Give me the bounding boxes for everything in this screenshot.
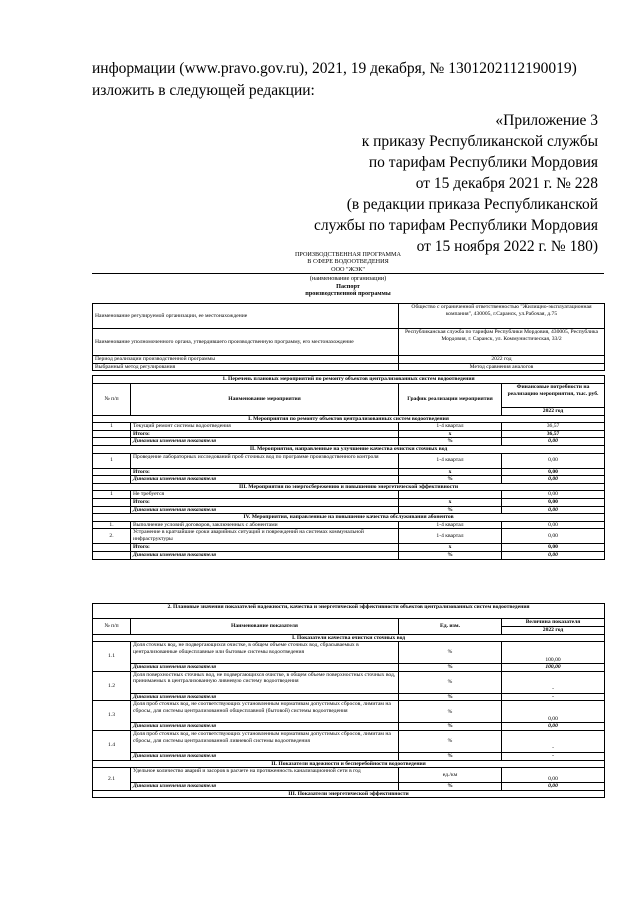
row-value: 36,57 [502, 423, 605, 431]
col-header-schedule: График реализации мероприятия [399, 384, 502, 416]
dynamics-unit: % [399, 506, 502, 514]
passport-title: Паспорт [336, 282, 360, 290]
passport-label: Наименование уполномоченного органа, утвердившего производственную программу, его местонахождение [93, 329, 399, 356]
col-header-value: Величина показателя [502, 619, 605, 627]
row-value: 0,00 [502, 768, 605, 783]
total-label: Итого: [131, 498, 399, 506]
passport-value: Республиканская служба по тарифам Республики Мордовия, 430005, Республика Мордовия, г. Саранск, ул. Коммунистическая, 33/2 [399, 329, 605, 356]
total-value: 36,57 [502, 430, 605, 438]
total-x: х [399, 498, 502, 506]
section-title: IV. Мероприятия, направленные на повышение качества обслуживания абонентов [93, 514, 605, 522]
dynamics-label: Динамика изменения показателя [131, 551, 399, 559]
dynamics-value: 0,00 [502, 438, 605, 446]
row-unit: % [399, 701, 502, 723]
row-num: 1.2 [93, 671, 131, 701]
total-value: 0,00 [502, 544, 605, 552]
total-x: х [399, 468, 502, 476]
indicators-table [92, 603, 605, 798]
total-x: х [399, 430, 502, 438]
section-title: III. Показатели энергетической эффективности [93, 790, 605, 798]
dynamics-unit: % [399, 783, 502, 791]
passport-value: Метод сравнения аналогов [399, 363, 605, 371]
dynamics-unit: % [399, 438, 502, 446]
total-label: Итого: [131, 430, 399, 438]
row-unit: % [399, 642, 502, 664]
row-value: 0,00 [502, 453, 605, 468]
row-num: 1 [93, 423, 131, 431]
passport-label: Выбранный метод регулирования [93, 363, 399, 371]
total-x: х [399, 544, 502, 552]
dynamics-value: - [502, 752, 605, 760]
row-value: 0,00 [502, 491, 605, 499]
passport-label: Период реализации производственной программы [93, 356, 399, 364]
row-num: 1 [93, 491, 131, 499]
intro-text [92, 58, 604, 102]
row-num: 1.3 [93, 701, 131, 731]
col-header-num: № п/п [93, 384, 131, 416]
appendix-line: по тарифам Республики Мордовия [368, 154, 598, 171]
row-unit: % [399, 671, 502, 693]
row-value: 0,00 [502, 521, 605, 529]
dynamics-label: Динамика изменения показателя [131, 506, 399, 514]
row-period: 1-4 квартал [399, 423, 502, 431]
dynamics-unit: % [399, 551, 502, 559]
row-name: Не требуется [131, 491, 399, 499]
indicators-title: 2. Плановые значения показателей надежности, качества и энергетической эффективности объектов централизованных систем водоотведения [93, 604, 605, 619]
row-name: Доля поверхностных сточных вод, не подвергающихся очистке, в общем объеме поверхностных сточных вод, принимаемых в централизованную ливневую систему водоотведения [131, 671, 399, 693]
row-num: 1.1 [93, 642, 131, 672]
dynamics-unit: % [399, 693, 502, 701]
row-num: 1.4 [93, 730, 131, 760]
col-header-year: 2022 год [502, 627, 605, 635]
dynamics-value: 0,00 [502, 551, 605, 559]
passport-value: 2022 год [399, 356, 605, 364]
row-name: Удельное количество аварий и засоров в расчете на протяженность канализационной сети в год [131, 768, 399, 783]
dynamics-value: 0,00 [502, 506, 605, 514]
col-header-name: Наименование мероприятия [131, 384, 399, 416]
row-name: Доля проб сточных вод, не соответствующих установленным нормативам допустимых сбросов, лимитам на сбросы, для системы централизованной ливневой системы водоотведения [131, 730, 399, 752]
row-name: Текущий ремонт системы водоотведения [131, 423, 399, 431]
dynamics-label: Динамика изменения показателя [131, 664, 399, 672]
appendix-line: к приказу Республиканской службы [361, 133, 598, 150]
section-title: III. Мероприятия по энергосбережению и повышению энергетической эффективности [93, 483, 605, 491]
row-num: 2.1 [93, 768, 131, 791]
dynamics-value: 100,00 [502, 664, 605, 672]
dynamics-label: Динамика изменения показателя [131, 752, 399, 760]
total-value: 0,00 [502, 498, 605, 506]
row-value: 0,00 [502, 701, 605, 723]
col-header-name: Наименование показателя [131, 619, 399, 635]
row-unit: % [399, 730, 502, 752]
passport-table [92, 303, 605, 371]
dynamics-label: Динамика изменения показателя [131, 438, 399, 446]
row-name: Выполнение условий договоров, заключенных с абонентами [131, 521, 399, 529]
dynamics-label: Динамика изменения показателя [131, 476, 399, 484]
row-period: 1-4 квартал [399, 453, 502, 468]
row-period: 1-4 квартал [399, 529, 502, 544]
organization-name: ООО "ЖЭК" [92, 266, 604, 274]
dynamics-unit: % [399, 476, 502, 484]
program-header [92, 251, 604, 297]
appendix-line: службы по тарифам Республики Мордовия [314, 217, 598, 234]
measures-table [92, 375, 605, 560]
passport-subtitle: производственной программы [305, 290, 391, 298]
row-name: Доля проб сточных вод, не соответствующих установленным нормативам допустимых сбросов, лимитам на сбросы, для системы централизованной общесплавной (бытовой) системы водоотведения [131, 701, 399, 723]
dynamics-unit: % [399, 723, 502, 731]
row-name: Доля сточных вод, не подвергающихся очистке, в общем объеме сточных вод, сбрасываемых в централизованные общесплавные или бытовые системы водоотведения [131, 642, 399, 664]
row-value: 0,00 [502, 529, 605, 544]
appendix-line: (в редакции приказа Республиканской [346, 196, 598, 213]
row-name: Устранение в кратчайшие сроки аварийных ситуаций и повреждений на системах коммунальной инфраструктуры [131, 529, 399, 544]
col-header-finance: Финансовые потребности на реализацию мероприятия, тыс. руб. [502, 384, 605, 408]
dynamics-unit: % [399, 752, 502, 760]
total-value: 0,00 [502, 468, 605, 476]
measures-title: 1. Перечень плановых мероприятий по ремонту объектов централизованных систем водоотведения [93, 376, 605, 384]
dynamics-value: - [502, 693, 605, 701]
appendix-heading [278, 110, 598, 257]
dynamics-label: Динамика изменения показателя [131, 783, 399, 791]
row-num: 2. [93, 529, 131, 544]
appendix-line: от 15 ноября 2022 г. № 180) [416, 238, 598, 255]
section-title: II. Показатели надежности и бесперебойности водоотведения [93, 760, 605, 768]
intro-line-1: информации (www.pravo.gov.ru), 2021, 19 декабря, № 1301202112190019) [92, 60, 577, 77]
program-sphere: В СФЕРЕ ВОДООТВЕДЕНИЯ [307, 258, 389, 266]
intro-line-2: изложить в следующей редакции: [92, 82, 315, 99]
row-unit: ед./км [399, 768, 502, 783]
program-title: ПРОИЗВОДСТВЕННАЯ ПРОГРАММА [294, 251, 402, 258]
total-label: Итого: [131, 468, 399, 476]
col-header-unit: Ед. изм. [399, 619, 502, 635]
row-num: 1. [93, 521, 131, 529]
row-name: Проведение лабораторных исследований проб сточных вод по программе производственного контроля [131, 453, 399, 468]
appendix-line: «Приложение 3 [495, 112, 598, 129]
passport-value: Общество с ограниченной ответственностью "Жилищно-эксплуатационная компания", 430005, г.Саранск, ул.Рабочая, д.75 [399, 304, 605, 329]
dynamics-unit: % [399, 664, 502, 672]
row-period: 1-4 квартал [399, 521, 502, 529]
col-header-num: № п/п [93, 619, 131, 635]
row-value: 100,00 [502, 642, 605, 664]
dynamics-label: Динамика изменения показателя [131, 723, 399, 731]
total-label: Итого: [131, 544, 399, 552]
passport-label: Наименование регулируемой организации, ее местонахождение [93, 304, 399, 329]
row-value: - [502, 730, 605, 752]
dynamics-value: 0,00 [502, 476, 605, 484]
row-num: 1 [93, 453, 131, 468]
dynamics-label: Динамика изменения показателя [131, 693, 399, 701]
col-header-year: 2022 год [502, 408, 605, 416]
section-title: II. Мероприятия, направленные на улучшение качества очистки сточных вод [93, 445, 605, 453]
organization-caption: (наименование организации) [309, 275, 387, 283]
section-title: I. Показатели качества очистки сточных вод [93, 634, 605, 642]
section-title: I. Мероприятия по ремонту объектов централизованных систем водоотведения [93, 415, 605, 423]
row-value: - [502, 671, 605, 693]
dynamics-value: 0,00 [502, 783, 605, 791]
dynamics-value: 0,00 [502, 723, 605, 731]
appendix-line: от 15 декабря 2021 г. № 228 [415, 175, 598, 192]
